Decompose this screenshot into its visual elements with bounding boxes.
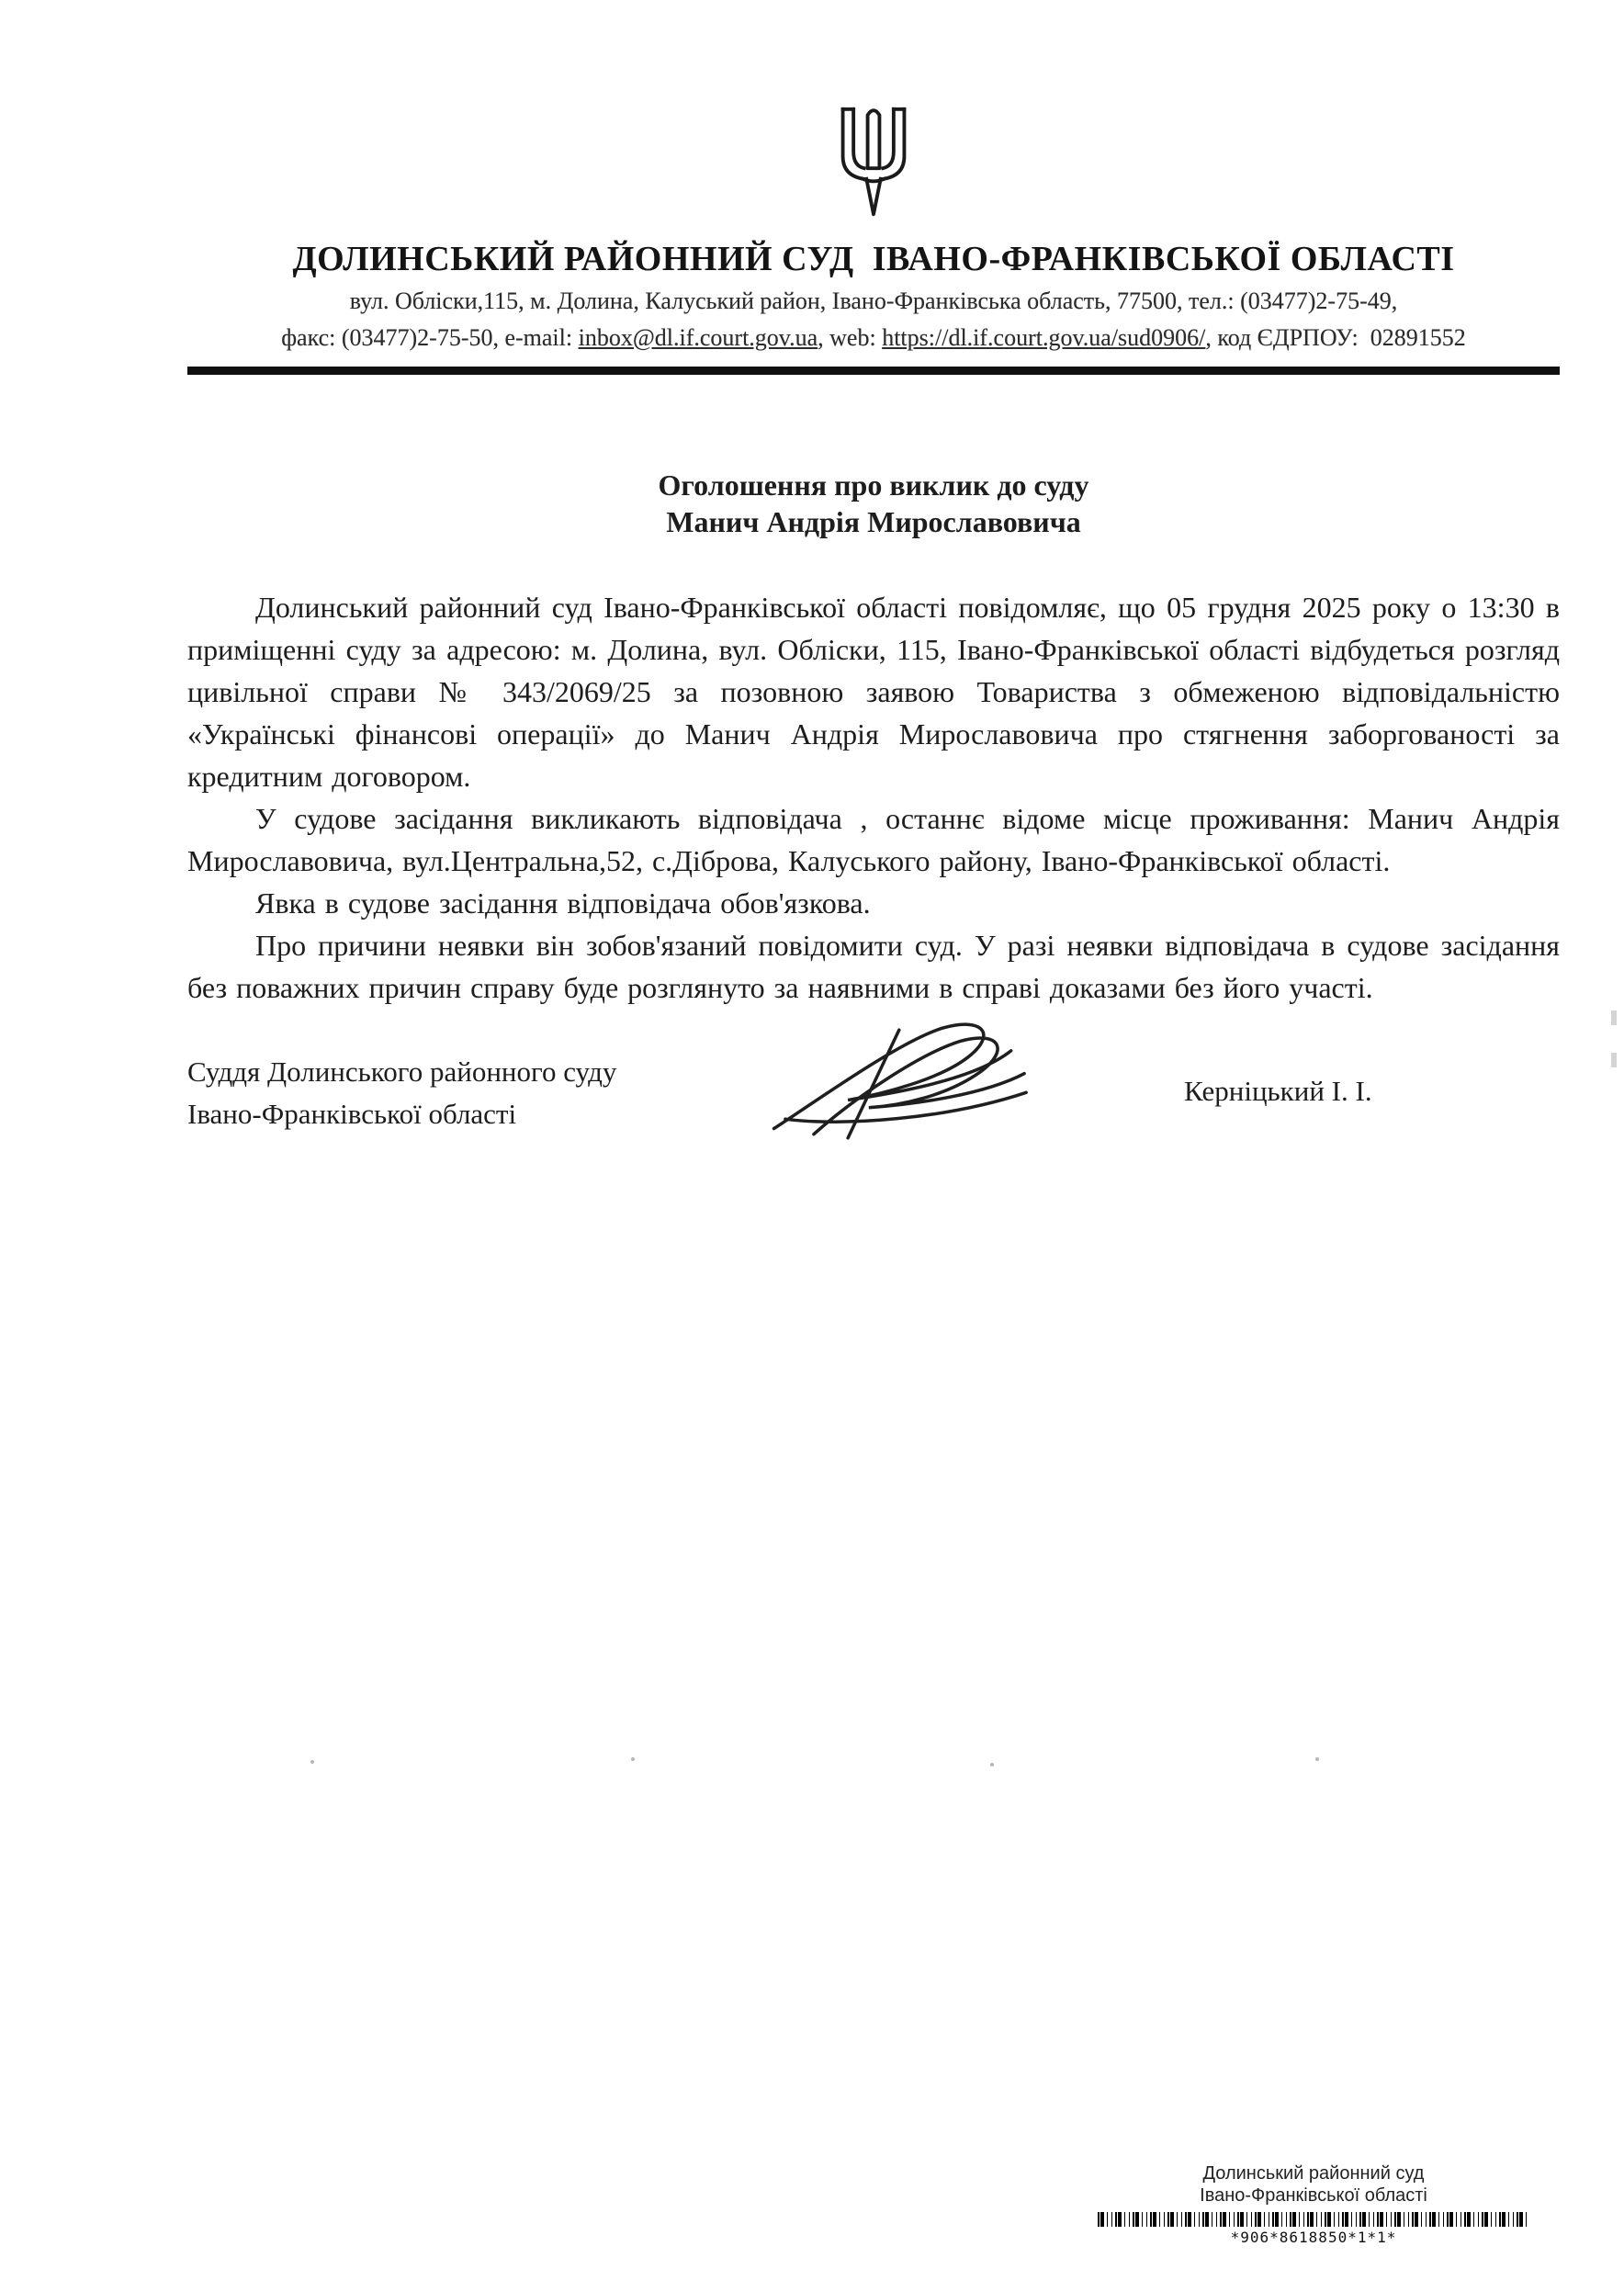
title-block <box>187 467 1560 540</box>
document-header <box>187 103 1560 375</box>
ukraine-trident-emblem <box>832 103 915 224</box>
document-footer <box>1088 2162 1539 2246</box>
signature-block <box>187 1033 1560 1216</box>
judge-title-line1: Суддя Долинського районного суду <box>187 1055 617 1088</box>
court-email: inbox@dl.if.court.gov.ua <box>578 324 818 351</box>
judge-name: Керніцький І. І. <box>1184 1075 1372 1107</box>
paragraph-attendance-mandatory: Явка в судове засідання відповідача обов'язкова. <box>255 886 871 920</box>
handwritten-signature <box>757 1010 1051 1157</box>
paragraph-absence-consequences: Про причини неявки він зобов'язаний повідомити суд. У разі неявки відповідача в судове засідання без поважних причин справу буде розглянуто за наявними в справі доказами без його участі. <box>187 929 1560 1004</box>
paragraph-hearing-info: Долинський районний суд Івано-Франківської області повідомляє, що 05 грудня 2025 року о 13:30 в приміщенні суду за адресою: м. Долина, вул. Обліски, 115, Івано-Франківської області відбудеться розгляд цивільної справи № 343/2069/25 за позовною заявою Товариства з обмеженою відповідальністю «Українські фінансові операції» до Манич Андрія Мирославовича про стягнення заборгованості за кредитним договором. <box>187 591 1560 793</box>
court-website: https://dl.if.court.gov.ua/sud0906/ <box>882 324 1206 351</box>
document-body <box>187 467 1560 1216</box>
footer-court-name-line2: Івано-Франківської області <box>1200 2185 1427 2206</box>
footer-court-name-line1: Долинський районний суд <box>1202 2163 1425 2184</box>
announcement-text <box>187 586 1560 1009</box>
document-title-line2: Манич Андрія Мирославовича <box>666 505 1081 538</box>
judge-title <box>187 1051 616 1135</box>
court-name: ДОЛИНСЬКИЙ РАЙОННИЙ СУД ІВАНО-ФРАНКІВСЬКОЇ ОБЛАСТІ <box>292 240 1455 278</box>
address-fax-part: факс: (03477)2-75-50, e-mail: <box>281 324 579 351</box>
court-address-line2 <box>187 322 1560 353</box>
header-divider <box>187 367 1560 375</box>
document-title-line1: Оголошення про виклик до суду <box>658 468 1089 502</box>
address-web-label: , web: <box>818 324 883 351</box>
document-barcode <box>1098 2212 1529 2227</box>
court-address-line1: вул. Обліски,115, м. Долина, Калуський район, Івано-Франківська область, 77500, тел.: (03477)2-75-49, <box>349 288 1398 314</box>
barcode-text: *906*8618850*1*1* <box>1230 2229 1397 2246</box>
paragraph-defendant-address: У судове засідання викликають відповідача , останнє відоме місце проживання: Манич Андрія Мирославовича, вул.Центральна,52, с.Діброва, Калуського району, Івано-Франківської області. <box>187 802 1560 877</box>
address-edrpou-part: , код ЄДРПОУ: 02891552 <box>1205 324 1466 351</box>
judge-title-line2: Івано-Франківської області <box>187 1098 517 1130</box>
